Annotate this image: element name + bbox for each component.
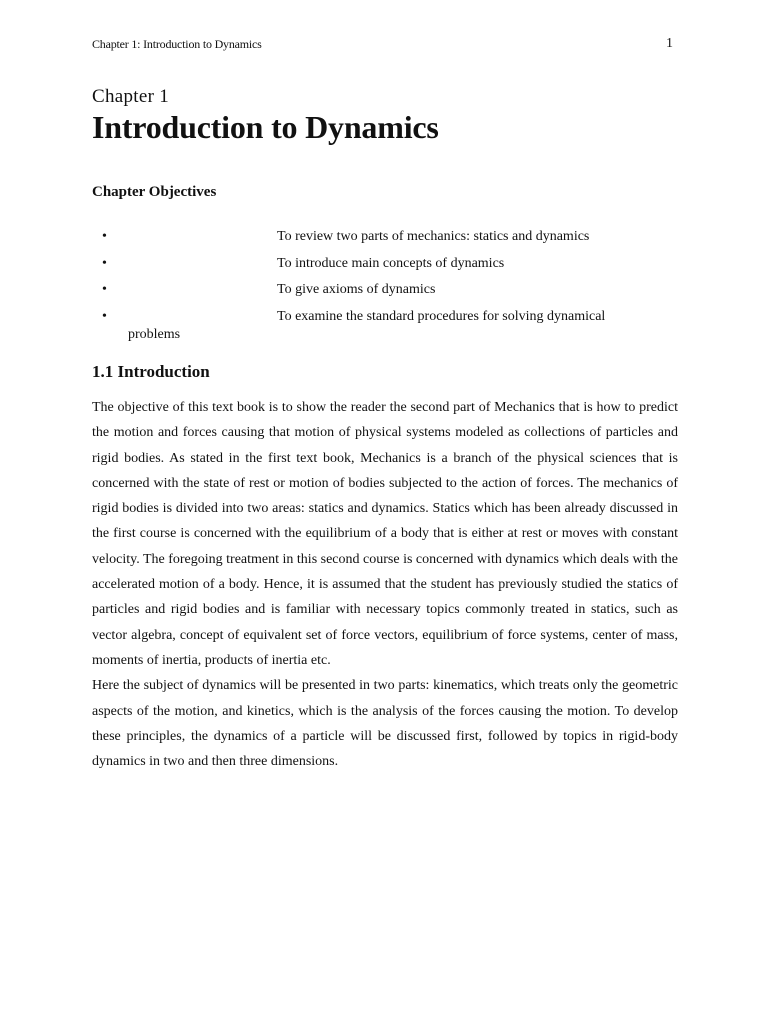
objective-text: To introduce main concepts of dynamics (277, 255, 505, 271)
section-heading: 1.1 Introduction (92, 362, 210, 381)
running-header-title: Chapter 1: Introduction to Dynamics (92, 37, 262, 51)
bullet-icon: • (102, 308, 107, 324)
objectives-list (92, 229, 682, 342)
body-paragraph: Here the subject of dynamics will be presented in two parts: kinematics, which treats only the geometric aspects of the motion, and kinetics, which is the analysis of the forces causing the motion. To develop these principles, the dynamics of a particle will be discussed first, followed by topics in rigid-body dynamics in two and then three dimensions. (92, 678, 678, 770)
objective-text: To review two parts of mechanics: statics and dynamics (277, 229, 590, 244)
body-paragraph: The objective of this text book is to show the reader the second part of Mechanics that is how to predict the motion and forces causing that motion of physical systems modeled as collections of particles and rigid bodies. As stated in the first text book, Mechanics is a branch of the physical sciences that is concerned with the state of rest or motion of bodies subjected to the action of forces. The mechanics of rigid bodies is divided into two areas: statics and dynamics. Statics which has been already discussed in the first course is concerned with the equilibrium of a body that is either at rest or moves with constant velocity. The foregoing treatment in this second course is concerned with dynamics which deals with the accelerated motion of a body. Hence, it is assumed that the student has previously studied the statics of particles and rigid bodies and is familiar with necessary topics commonly treated in statics, such as vector algebra, concept of equivalent set of force vectors, equilibrium of force systems, center of mass, moments of inertia, products of inertia etc. (92, 400, 678, 668)
objective-continuation-text: problems (128, 326, 181, 342)
bullet-icon: • (102, 229, 107, 244)
objective-item (92, 229, 682, 256)
bullet-icon: • (102, 282, 107, 297)
chapter-label: Chapter 1 (92, 86, 170, 107)
objective-text: To examine the standard procedures for solving dynamical (277, 308, 606, 324)
objectives-heading: Chapter Objectives (92, 184, 217, 200)
objective-item (92, 256, 682, 283)
objective-item (92, 308, 682, 342)
objective-text: To give axioms of dynamics (277, 282, 436, 297)
section-body (92, 395, 678, 774)
running-header (92, 37, 676, 53)
page-number: 1 (666, 36, 673, 51)
objective-item (92, 282, 682, 309)
bullet-icon: • (102, 255, 107, 271)
chapter-title: Introduction to Dynamics (92, 109, 439, 145)
